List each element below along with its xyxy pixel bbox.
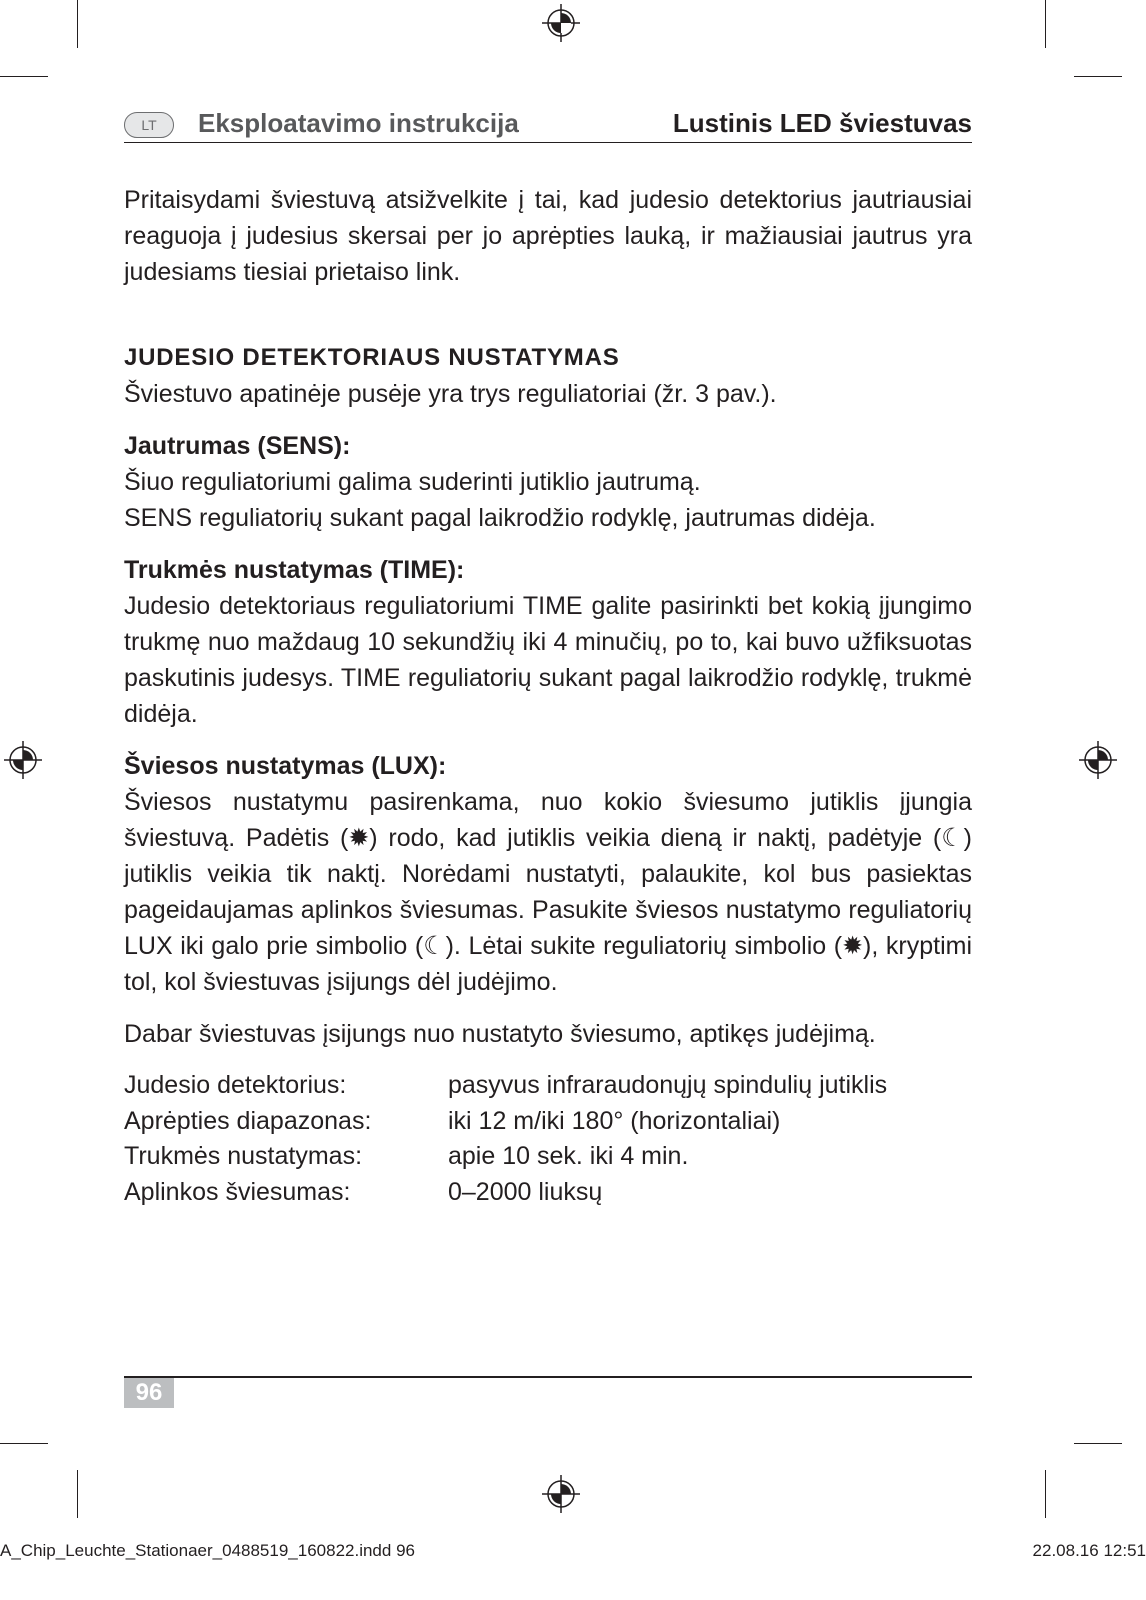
section-heading: JUDESIO DETEKTORIAUS NUSTATYMAS [124,344,620,371]
page-content [124,182,972,1210]
crop-mark [0,76,48,77]
print-slug-date: 22.08.16 12:51 [1032,1541,1146,1560]
time-heading: Trukmės nustatymas (TIME): [124,556,465,584]
spec-label: Aplinkos šviesumas: [124,1177,351,1206]
spec-label: Aprėpties diapazonas: [124,1106,372,1135]
crop-mark [77,1470,78,1518]
spec-row [124,1104,972,1140]
spec-row [124,1139,972,1175]
page-header [124,104,972,143]
section-intro: Šviestuvo apatinėje pusėje yra trys reguliatoriai (žr. 3 pav.). [124,380,777,408]
footer-divider [124,1376,972,1378]
crop-mark [1045,1470,1046,1518]
spec-value: 0–2000 liuksų [448,1177,603,1206]
page-number: 96 [124,1378,174,1408]
lux-paragraph: Šviesos nustatymu pasirenkama, nuo kokio šviesumo jutiklis įjungia šviestuvą. Padėtis (✹) rodo, kad jutiklis veikia dieną ir naktį, padėtyje (☾) jutiklis veikia tik naktį. Norėdami nustatyti, palaukite, kol bus pasiektas pageidaujamas aplinkos šviesumas. Pasukite šviesos nustatymo reguliatorių LUX iki galo prie simbolio (☾). Lėtai sukite reguliatorių simbolio (✹), kryptimi tol, kol šviestuvas įsijungs dėl judėjimo. [124,788,972,996]
closing-paragraph: Dabar šviestuvas įsijungs nuo nustatyto šviesumo, aptikęs judėjimą. [124,1020,876,1048]
product-title: Lustinis LED šviestuvas [672,108,972,138]
registration-mark-icon [4,741,42,779]
crop-mark [1074,1443,1122,1444]
spec-row [124,1175,972,1211]
intro-paragraph: Pritaisydami šviestuvą atsižvelkite į tai, kad judesio detektorius jautriausiai reaguoja į judesius skersai per jo aprėpties lauką, ir mažiausiai jautrus yra judesiams tiesiai prietaiso link. [124,186,972,286]
spec-table [124,1068,972,1210]
spec-value: iki 12 m/iki 180° (horizontaliai) [448,1106,781,1135]
registration-mark-icon [1079,741,1117,779]
language-badge: LT [124,112,174,138]
crop-mark [1074,76,1122,77]
spec-label: Trukmės nustatymas: [124,1142,363,1170]
sens-heading: Jautrumas (SENS): [124,432,351,460]
registration-mark-icon [542,1475,580,1513]
time-paragraph: Judesio detektoriaus reguliatoriumi TIME galite pasirinkti bet kokią įjungimo trukmę nuo maždaug 10 sekundžių iki 4 minučių, po to, kai buvo užfiksuotas paskutinis judesys. TIME reguliatorių sukant pagal laikrodžio rodyklę, trukmė didėja. [124,592,972,728]
print-slug-file: A_Chip_Leuchte_Stationaer_0488519_160822.indd 96 [0,1541,415,1560]
manual-title: Eksploatavimo instrukcija [198,108,519,138]
sens-line-1: Šiuo reguliatoriumi galima suderinti jutiklio jautrumą. [124,468,701,496]
crop-mark [77,0,78,48]
crop-mark [0,1443,48,1444]
lux-heading: Šviesos nustatymas (LUX): [124,752,447,780]
spec-value: apie 10 sek. iki 4 min. [448,1142,689,1170]
sens-line-2: SENS reguliatorių sukant pagal laikrodžio rodyklę, jautrumas didėja. [124,504,876,532]
registration-mark-icon [542,4,580,42]
spec-value: pasyvus infraraudonųjų spindulių jutiklis [448,1071,888,1099]
spec-row [124,1068,972,1104]
spec-label: Judesio detektorius: [124,1071,347,1099]
crop-mark [1045,0,1046,48]
